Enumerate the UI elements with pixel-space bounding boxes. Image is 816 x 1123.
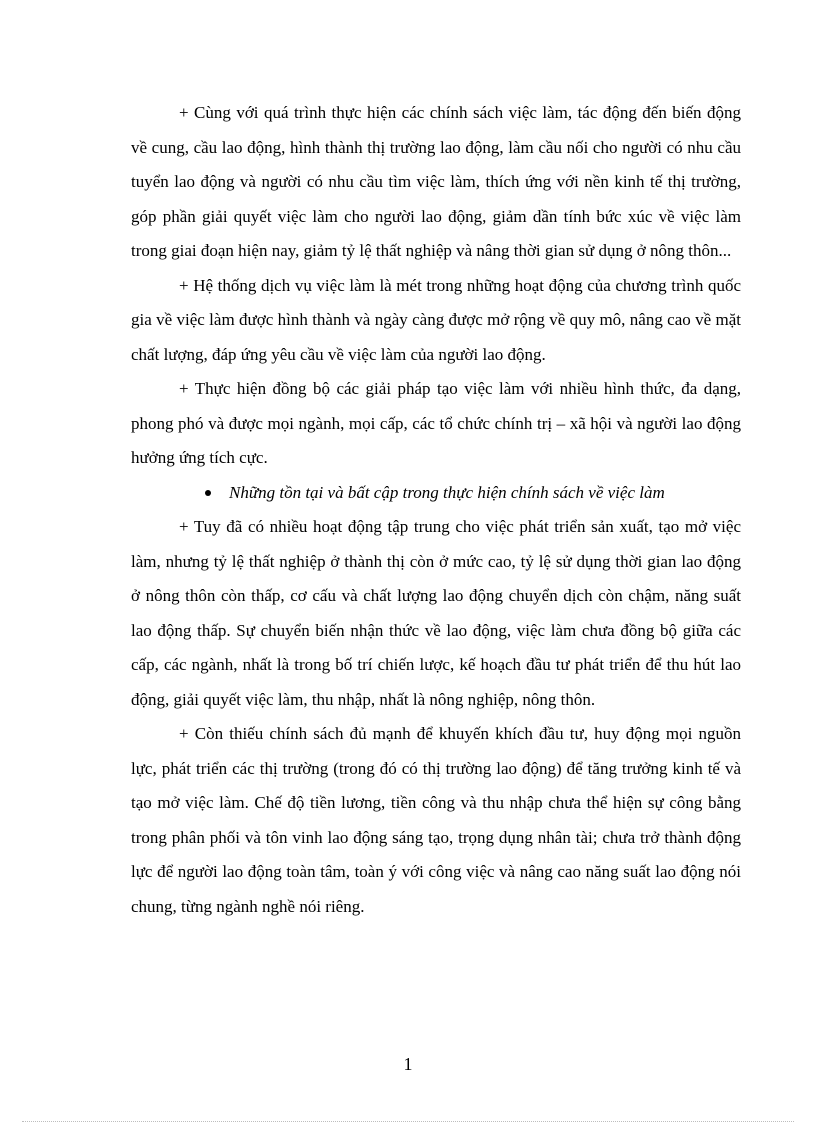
page-number: 1 [403, 1054, 413, 1074]
paragraph-synchronized-solutions: + Thực hiện đồng bộ các giải pháp tạo việc làm với nhiều hình thức, đa dạng, phong phó và được mọi ngành, mọi cấp, các tổ chức chính trị – xã hội và người lao động hưởng ứng tích cực. [131, 379, 741, 467]
footer-divider [22, 1121, 794, 1122]
paragraph-policy-shortage: + Còn thiếu chính sách đủ mạnh để khuyến khích đầu tư, huy động mọi nguồn lực, phát triển các thị trường (trong đó có thị trường lao động) để tăng trưởng kinh tế và tạo mở việc làm. Chế độ tiền lương, tiền công và thu nhập chưa thể hiện sự công bằng trong phân phối và tôn vinh lao động sáng tạo, trọng dụng nhân tài; chưa trở thành động lực để người lao động toàn tâm, toàn ý với công việc và nâng cao năng suất lao động nói chung, từng ngành nghề nói riêng. [131, 724, 741, 916]
document-body [131, 96, 741, 924]
paragraph-labor-market-effects: + Cùng với quá trình thực hiện các chính sách việc làm, tác động đến biến động về cung, cầu lao động, hình thành thị trường lao động, làm cầu nối cho người có nhu cầu tuyển lao động và người có nhu cầu tìm việc làm, thích ứng với nền kinh tế thị trường, góp phần giải quyết việc làm cho người lao động, giảm dần tính bức xúc về việc làm trong giai đoạn hiện nay, giảm tỷ lệ thất nghiệp và nâng thời gian sử dụng ở nông thôn... [131, 103, 741, 260]
bullet-heading-text: Những tồn tại và bất cập trong thực hiện chính sách về việc làm [229, 482, 665, 502]
paragraph-unemployment-rate: + Tuy đã có nhiều hoạt động tập trung cho việc phát triển sản xuất, tạo mở việc làm, nhưng tỷ lệ thất nghiệp ở thành thị còn ở mức cao, tỷ lệ sử dụng thời gian lao động ở nông thôn còn thấp, cơ cấu và chất lượng lao động chuyển dịch còn chậm, năng suất lao động thấp. Sự chuyển biến nhận thức về lao động, việc làm chưa đồng bộ giữa các cấp, các ngành, nhất là trong bố trí chiến lược, kế hoạch đầu tư phát triển để thu hút lao động, giải quyết việc làm, thu nhập, nhất là nông nghiệp, nông thôn. [131, 517, 741, 709]
paragraph-employment-services: + Hệ thống dịch vụ việc làm là mét trong những hoạt động của chương trình quốc gia về việc làm được hình thành và ngày càng được mở rộng về quy mô, nâng cao về mặt chất lượng, đáp ứng yêu cầu về việc làm của người lao động. [131, 275, 741, 364]
bullet-heading-shortcomings [205, 476, 741, 511]
bullet-dot-icon [205, 490, 211, 496]
